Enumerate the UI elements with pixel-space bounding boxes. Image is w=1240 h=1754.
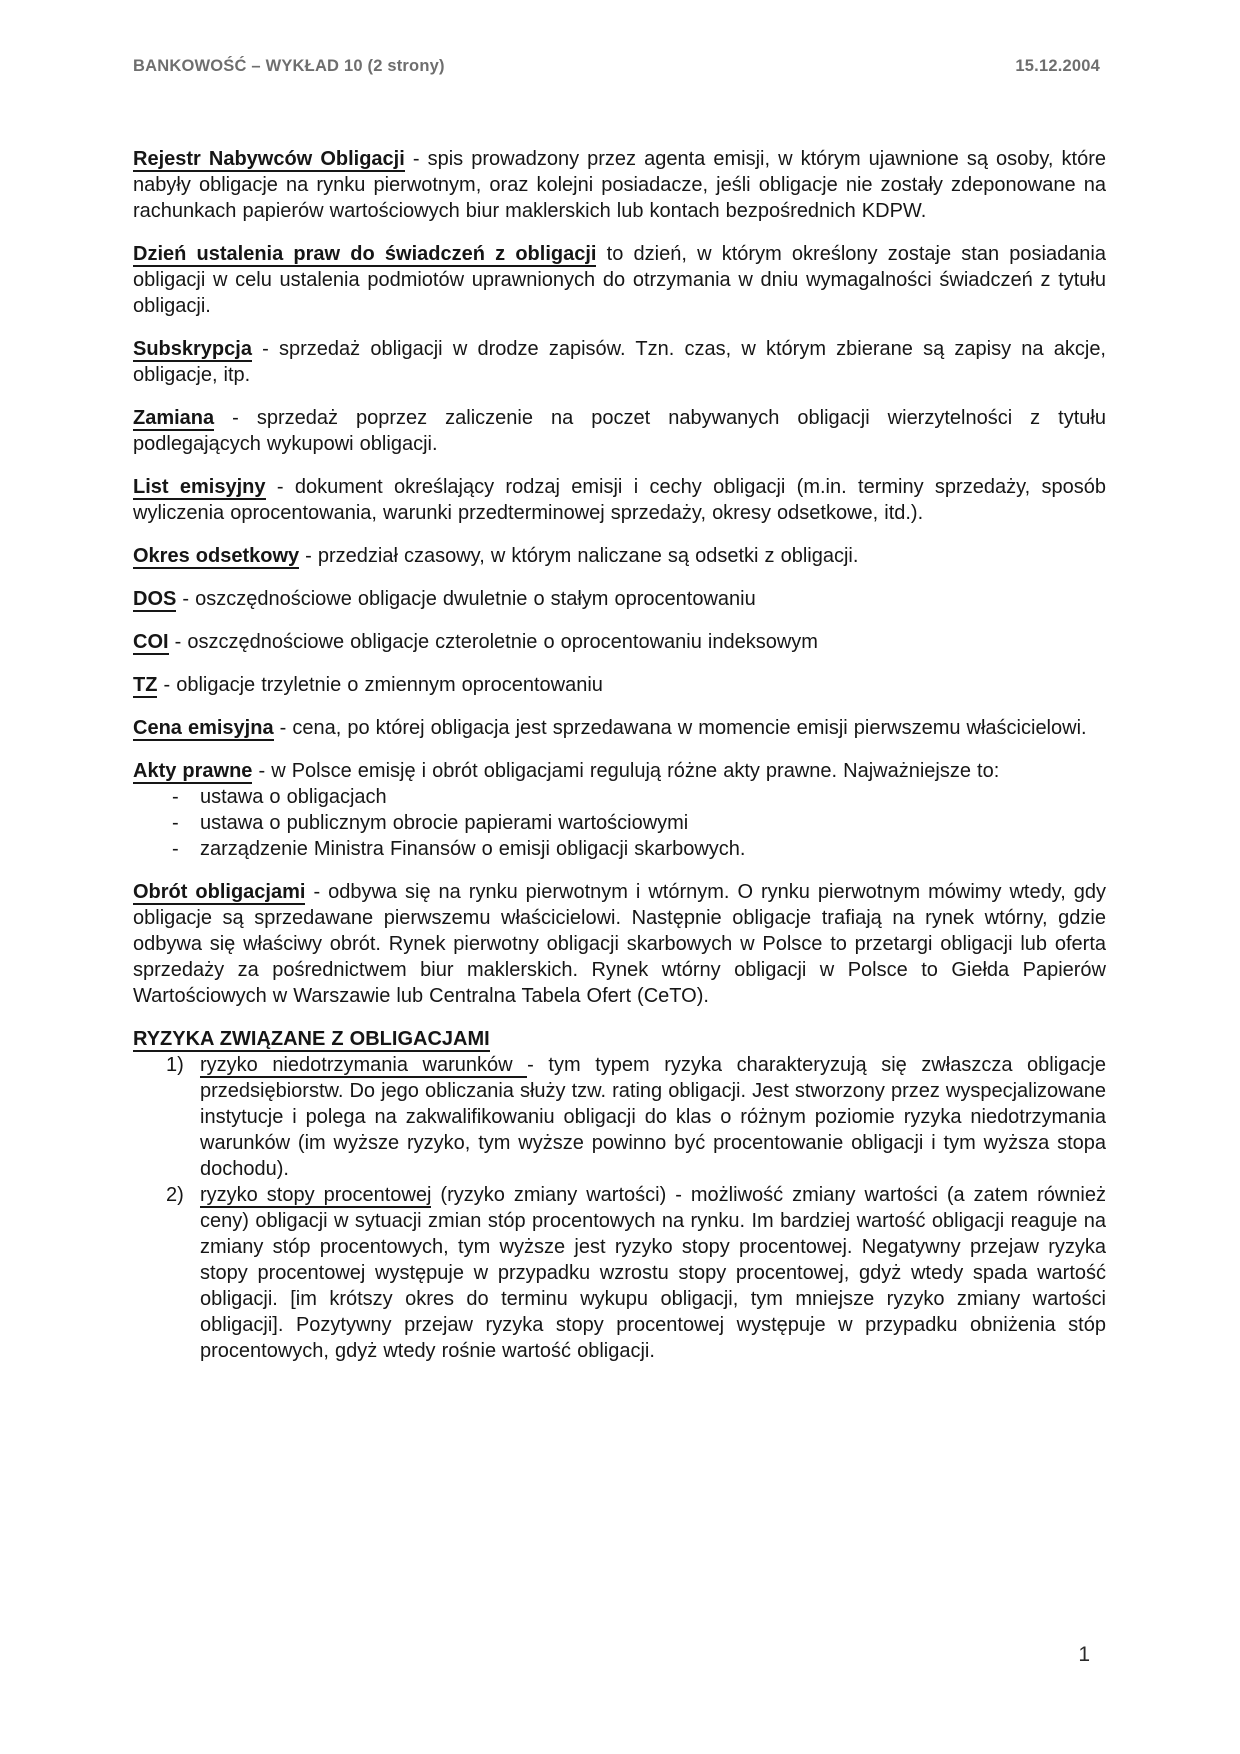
definition-term: Dzień ustalenia praw do świadczeń z obligacji: [133, 243, 597, 265]
bullet-item: [133, 810, 1106, 836]
definition-paragraph: [133, 146, 1106, 224]
definition-paragraph: [133, 879, 1106, 1009]
definition-text: - spis prowadzony przez agenta emisji, w którym ujawnione są osoby, które nabyły obligacje na rynku pierwotnym, oraz kolejni posiadacze, jeśli obligacje nie zostały zdeponowane na rachunkach papierów wartościowych biur maklerskich lub kontach bezpośrednich KDPW.: [133, 148, 1106, 222]
bullet-list: [133, 784, 1106, 862]
definition-term: Obrót obligacjami: [133, 881, 306, 903]
definition-text: - przedział czasowy, w którym naliczane są odsetki z obligacji.: [299, 545, 859, 567]
definition-text: - dokument określający rodzaj emisji i cechy obligacji (m.in. terminy sprzedaży, sposób wyliczenia oprocentowania, warunki przedterminowej sprzedaży, okresy odsetkowe, itd.).: [133, 476, 1106, 524]
definition-text: to dzień, w którym określony zostaje stan posiadania obligacji w celu ustalenia podmiotów uprawnionych do otrzymania w dniu wymagalności świadczeń z tytułu obligacji.: [133, 243, 1107, 317]
definition-paragraph: [133, 629, 1106, 655]
definition-term: Okres odsetkowy: [133, 545, 300, 567]
definition-text: - cena, po której obligacja jest sprzedawana w momencie emisji pierwszemu właścicielowi.: [273, 717, 1087, 739]
numbered-item-text: (ryzyko zmiany wartości) - możliwość zmiany wartości (a zatem również ceny) obligacji w sytuacji zmian stóp procentowych na rynku. Im bardziej wartość obligacji reaguje na zmiany stóp procentowych, tym wyższe jest ryzyko stopy procentowej. Negatywny przejaw ryzyka stopy procentowej występuje w przypadku wzrostu stopy procentowej, gdyż wtedy spada wartość obligacji. [im krótszy okres do terminu wykupu obligacji, tym mniejsze ryzyko zmiany wartości obligacji]. Pozytywny przejaw ryzyka stopy procentowej występuje w przypadku obniżenia stóp procentowych, gdyż wtedy rośnie wartość obligacji.: [200, 1184, 1106, 1362]
bullet-text: ustawa o obligacjach: [200, 786, 387, 808]
numbered-item-term: ryzyko niedotrzymania warunków: [200, 1054, 528, 1076]
dash-bullet-marker: -: [172, 812, 179, 834]
definition-paragraph: [133, 336, 1106, 388]
definition-paragraph: [133, 405, 1106, 457]
definition-text: - w Polsce emisję i obrót obligacjami regulują różne akty prawne. Najważniejsze to:: [252, 760, 1000, 782]
definition-paragraph: [133, 672, 1106, 698]
numbered-item-marker: 1): [166, 1054, 184, 1076]
header-course-title: BANKOWOŚĆ – WYKŁAD 10 (2 strony): [133, 57, 445, 75]
definition-text: - oszczędnościowe obligacje czteroletnie o oprocentowaniu indeksowym: [168, 631, 818, 653]
risks-section: [133, 1026, 1106, 1364]
definition-term: Subskrypcja: [133, 338, 252, 360]
dash-bullet-marker: -: [172, 838, 179, 860]
definition-paragraph: [133, 241, 1106, 319]
dash-bullet-marker: -: [172, 786, 179, 808]
definition-text: - oszczędnościowe obligacje dwuletnie o stałym oprocentowaniu: [176, 588, 756, 610]
definition-term: DOS: [133, 588, 177, 610]
definition-term: TZ: [133, 674, 158, 696]
bullet-item: [133, 836, 1106, 862]
bullet-text: ustawa o publicznym obrocie papierami wartościowymi: [200, 812, 689, 834]
definition-text: - sprzedaż poprzez zaliczenie na poczet nabywanych obligacji wierzytelności z tytułu podlegających wykupowi obligacji.: [133, 407, 1106, 455]
definition-paragraph: [133, 586, 1106, 612]
definition-paragraph: [133, 758, 1106, 862]
page-number: 1: [1078, 1643, 1090, 1666]
numbered-item: [133, 1182, 1106, 1364]
bullet-item: [133, 784, 1106, 810]
definition-paragraph: [133, 715, 1106, 741]
document-body: [133, 146, 1106, 1381]
definition-text: - sprzedaż obligacji w drodze zapisów. Tzn. czas, w którym zbierane są zapisy na akcje, obligacje, itp.: [133, 338, 1106, 386]
page-header: [133, 57, 1100, 76]
definition-term: List emisyjny: [133, 476, 266, 498]
definition-term: Zamiana: [133, 407, 215, 429]
bullet-text: zarządzenie Ministra Finansów o emisji obligacji skarbowych.: [200, 838, 746, 860]
definition-text: - obligacje trzyletnie o zmiennym oprocentowaniu: [157, 674, 603, 696]
section-heading-text: RYZYKA ZWIĄZANE Z OBLIGACJAMI: [133, 1028, 490, 1050]
definition-term: COI: [133, 631, 169, 653]
header-date: 15.12.2004: [1015, 57, 1100, 75]
definition-paragraph: [133, 543, 1106, 569]
numbered-item: [133, 1052, 1106, 1182]
definition-text: - odbywa się na rynku pierwotnym i wtórnym. O rynku pierwotnym mówimy wtedy, gdy obligacje są sprzedawane pierwszemu właścicielowi. Następnie obligacje trafiają na rynek wtórny, gdzie odbywa się właściwy obrót. Rynek pierwotny obligacji skarbowych w Polsce to przetargi obligacji lub oferta sprzedaży za pośrednictwem biur maklerskich. Rynek wtórny obligacji w Polsce to Giełda Papierów Wartościowych w Warszawie lub Centralna Tabela Ofert (CeTO).: [133, 881, 1106, 1007]
numbered-item-text: - tym typem ryzyka charakteryzują się zwłaszcza obligacje przedsiębiorstw. Do jego obliczania służy tzw. rating obligacji. Jest stworzony przez wyspecjalizowane instytucje i polega na zakwalifikowaniu obligacji do klas o różnym poziomie ryzyka niedotrzymania warunków (im wyższe ryzyko, tym wyższe powinno być procentowanie obligacji i tym wyższa stopa dochodu).: [200, 1054, 1106, 1180]
numbered-item-marker: 2): [166, 1184, 184, 1206]
definition-term: Cena emisyjna: [133, 717, 274, 739]
numbered-item-term: ryzyko stopy procentowej: [200, 1184, 432, 1206]
definition-term: Akty prawne: [133, 760, 253, 782]
section-heading: [133, 1026, 1106, 1052]
definition-term: Rejestr Nabywców Obligacji: [133, 148, 405, 170]
definition-paragraph: [133, 474, 1106, 526]
